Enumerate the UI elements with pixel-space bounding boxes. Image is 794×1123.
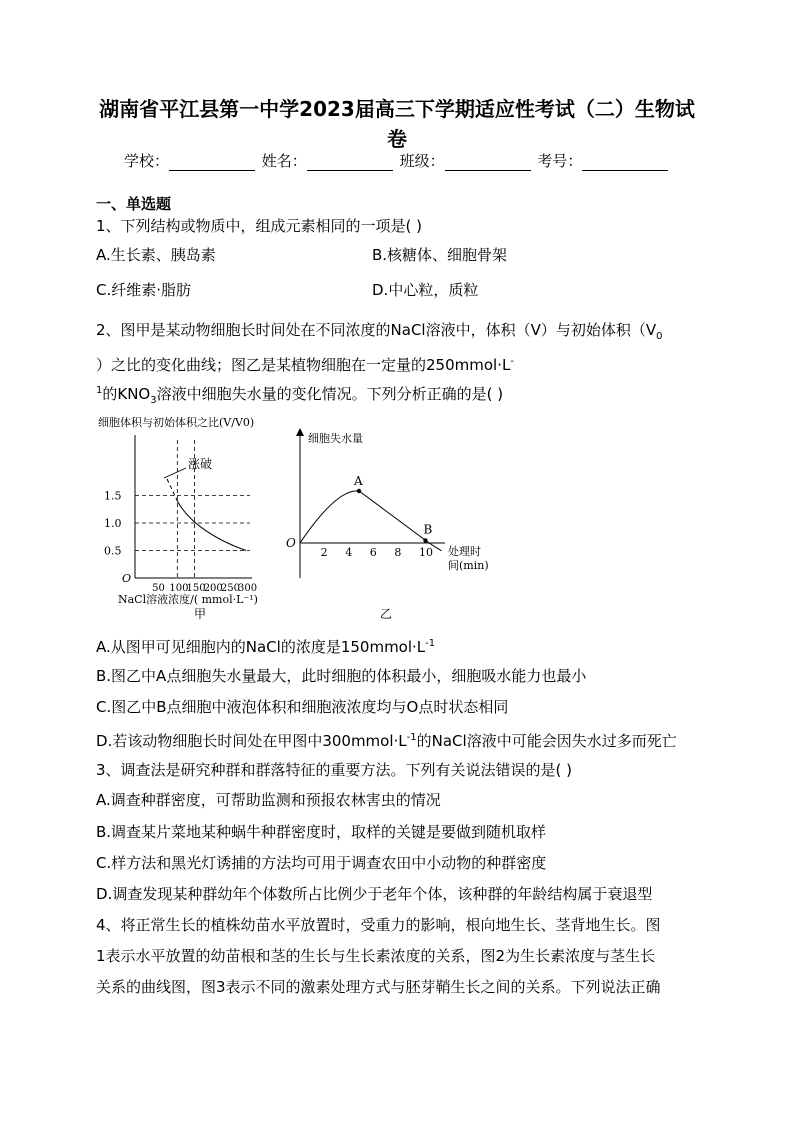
q1-option-b[interactable]: B.核糖体、细胞骨架: [372, 246, 508, 264]
q1-option-c[interactable]: C.纤维素·脂肪: [96, 281, 192, 299]
yi-point-a-label: A: [354, 474, 363, 488]
chart-yi: [286, 428, 489, 621]
exam-no-label: 考号：: [537, 152, 583, 170]
jia-ytick-label: 1.0: [104, 517, 122, 530]
section-heading: 一、单选题: [96, 195, 172, 213]
jia-origin: O: [122, 572, 132, 585]
class-field[interactable]: [445, 154, 531, 171]
page-title: 湖南省平江县第一中学2023届高三下学期适应性考试（二）生物试卷: [99, 97, 695, 151]
jia-xtick-label: 150: [186, 583, 206, 594]
q3-stem: 3、调查法是研究种群和群落特征的重要方法。下列有关说法错误的是( ): [96, 761, 573, 779]
yi-xtick-label: 6: [369, 546, 377, 559]
q2-option-d[interactable]: D.若该动物细胞长时间处在甲图中$300mmol\cdot L^{-1}$的NaCl溶液中可能会因失水过多而死亡: [96, 732, 677, 750]
jia-xtick-label: 200: [203, 583, 223, 594]
q2-option-a[interactable]: A.从图甲可见细胞内的NaCl的浓度是$150mmol\cdot L^{-1}$: [96, 638, 436, 656]
q3-option-a[interactable]: A.调查种群密度，可帮助监测和预报农林害虫的情况: [96, 791, 441, 809]
jia-annotation: 涨破: [188, 457, 213, 471]
yi-origin: O: [286, 536, 296, 550]
q2-figures: [90, 410, 510, 630]
exam-no-field[interactable]: [582, 154, 668, 171]
yi-xtick-label: 4: [345, 546, 353, 559]
name-label: 姓名：: [261, 152, 307, 170]
q4-stem-line3: 关系的曲线图，图3表示不同的激素处理方式与胚芽鞘生长之间的关系。下列说法正确: [96, 978, 661, 996]
q2-stem-line2: ）之比的变化曲线；图乙是某植物细胞在一定量的250mmol·L-: [96, 356, 514, 374]
jia-xtick-label: 250: [220, 583, 240, 594]
yi-y-arrow: [296, 428, 304, 436]
school-label: 学校：: [124, 152, 170, 170]
q2-stem-line3: $^1$的$KNO_3$溶液中细胞失水量的变化情况。下列分析正确的是( ): [96, 385, 504, 406]
student-info-row: [124, 150, 670, 171]
yi-ylabel: 细胞失水量: [308, 432, 363, 445]
q1-stem: 1、下列结构或物质中，组成元素相同的一项是( ): [96, 217, 423, 235]
yi-title: 乙: [380, 607, 393, 621]
yi-xlabel-line2: 间(min): [448, 559, 489, 572]
jia-dashed-extension: [167, 479, 177, 501]
q4-stem-line1: 4、将正常生长的植株幼苗水平放置时，受重力的影响，根向地生长、茎背地生长。图: [96, 916, 661, 934]
jia-ylabel: 细胞体积与初始体积之比(V/V0): [98, 416, 255, 429]
yi-point-b-label: B: [423, 522, 433, 537]
q2-stem-line1: 2、图甲是某动物细胞长时间处在不同浓度的NaCl溶液中，体积（V）与初始体积（$V_0$: [96, 321, 663, 342]
q4-stem-line2: 1表示水平放置的幼苗根和茎的生长与生长素浓度的关系，图2为生长素浓度与茎生长: [96, 947, 656, 965]
jia-ytick-label: 0.5: [104, 544, 122, 558]
class-label: 班级：: [399, 152, 445, 170]
jia-xlabel: NaCl溶液浓度/( mmol·L⁻¹): [118, 593, 258, 606]
q1-option-a[interactable]: A.生长素、胰岛素: [96, 246, 216, 264]
yi-xtick-label: 2: [320, 546, 328, 559]
q2-option-c[interactable]: C.图乙中B点细胞中液泡体积和细胞液浓度均与O点时状态相同: [96, 698, 509, 716]
jia-curve: [177, 501, 246, 551]
q3-option-c[interactable]: C.样方法和黑光灯诱捕的方法均可用于调查农田中小动物的种群密度: [96, 854, 547, 872]
yi-curve: [300, 491, 441, 551]
yi-xtick-label: 8: [394, 546, 402, 559]
school-field[interactable]: [169, 154, 255, 171]
jia-annotation-leader: [164, 468, 186, 478]
yi-point-a: [357, 489, 361, 493]
q3-option-d[interactable]: D.调查发现某种群幼年个体数所占比例少于老年个体，该种群的年龄结构属于衰退型: [96, 885, 653, 903]
name-field[interactable]: [307, 154, 393, 171]
jia-title: 甲: [194, 607, 207, 621]
chart-jia: [98, 415, 258, 621]
yi-xlabel-line1: 处理时: [448, 545, 481, 558]
jia-xtick-label: 300: [238, 583, 258, 594]
jia-ytick-label: 1.5: [104, 489, 122, 503]
q3-option-b[interactable]: B.调查某片菜地某种蜗牛种群密度时，取样的关键是要做到随机取样: [96, 823, 547, 841]
yi-point-b: [423, 538, 427, 542]
jia-xtick-label: 100: [169, 583, 189, 594]
jia-xtick-label: 50: [152, 583, 165, 594]
yi-xtick-label: 10: [419, 546, 433, 559]
q2-option-b[interactable]: B.图乙中A点细胞失水量最大，此时细胞的体积最小，细胞吸水能力也最小: [96, 667, 587, 685]
q1-option-d[interactable]: D.中心粒，质粒: [372, 281, 479, 299]
